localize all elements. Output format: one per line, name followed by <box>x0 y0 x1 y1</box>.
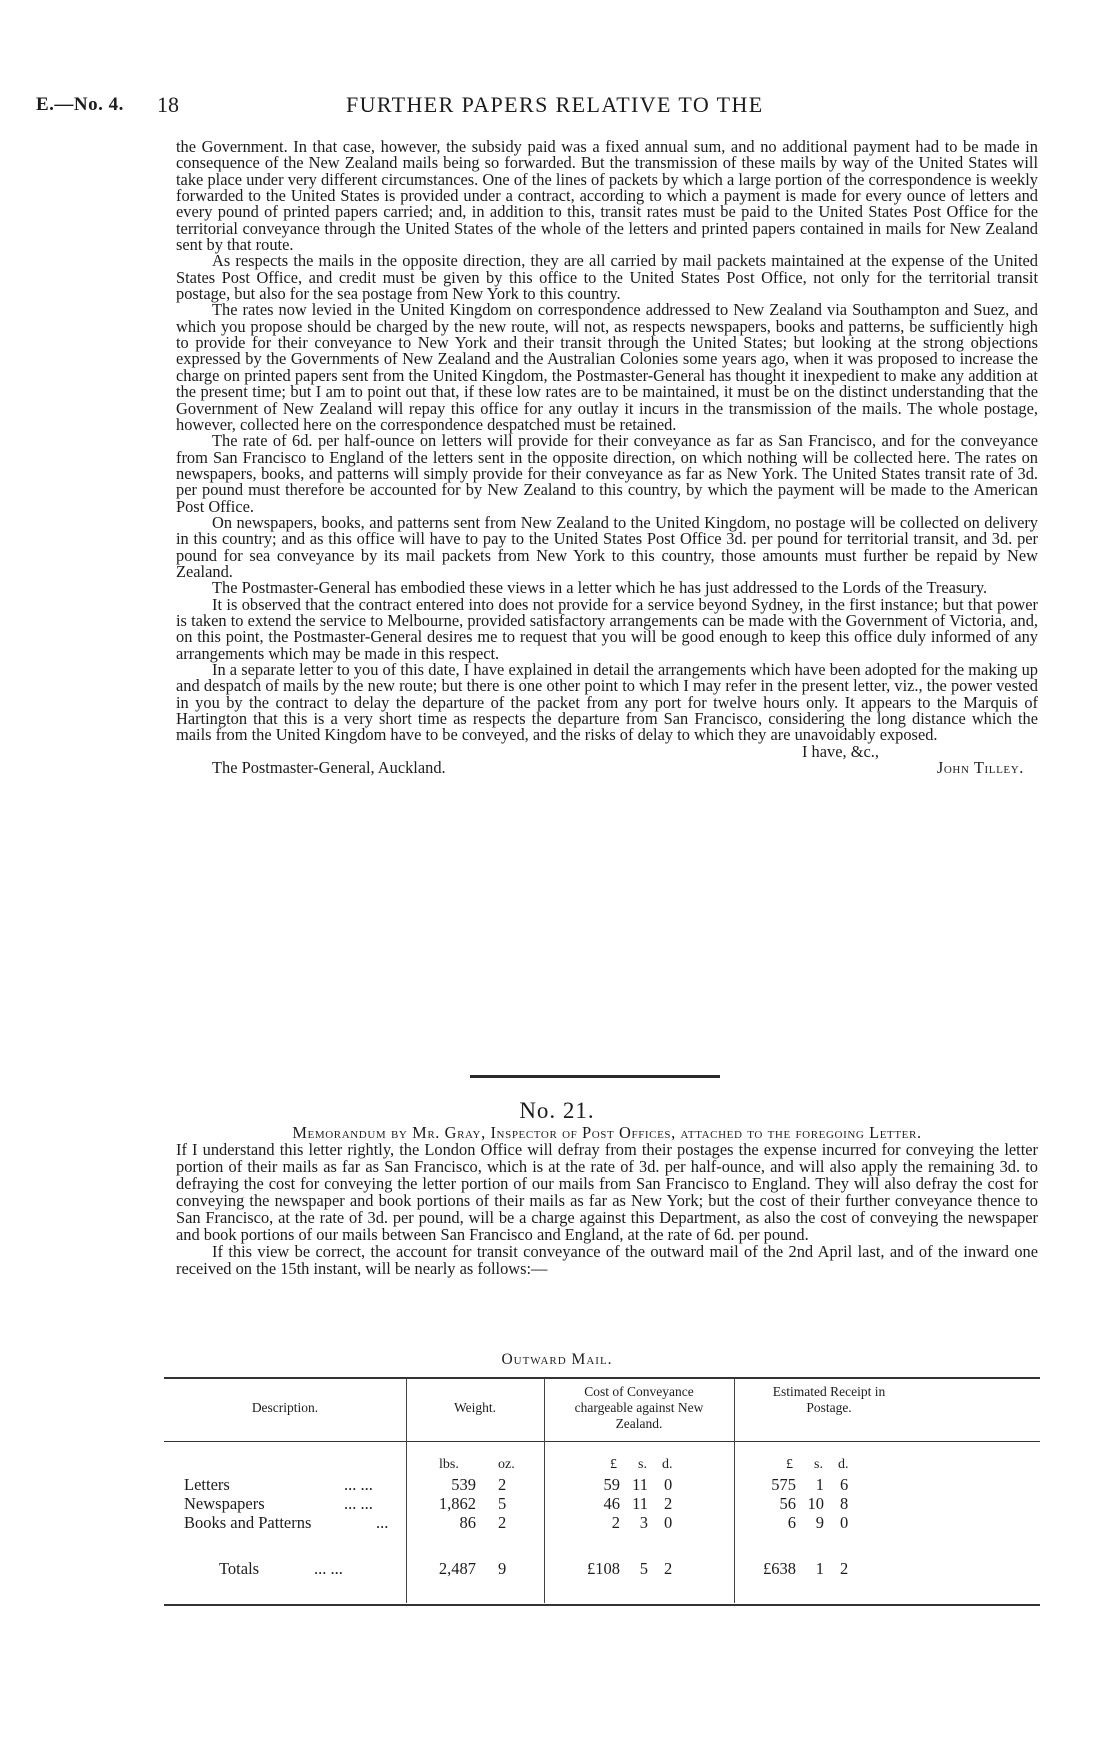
addressee: The Postmaster-General, Auckland. <box>212 758 446 778</box>
total-cost-pounds: £108 <box>587 1559 620 1578</box>
total-cost-shillings: 5 <box>639 1559 648 1578</box>
row-label: Books and Patterns <box>184 1513 312 1532</box>
letter-paragraph-7: It is observed that the contract entered into does not provide for a service beyond Sydney, in the first instance; but that power is taken to extend the service to Melbourne, provided satisfactory arrangements can be made with the Government of Victoria, and, on this point, the Postmaster-General desires me to request that you will be good enough to keep this office duly informed of any arrangements which may be made in this respect. <box>176 594 1038 663</box>
weight-oz: 2 <box>498 1475 507 1494</box>
cost-pence: 0 <box>664 1513 673 1532</box>
row-leader: ... ... <box>314 1559 343 1578</box>
unit-lbs: lbs. <box>439 1457 459 1472</box>
running-title: FURTHER PAPERS RELATIVE TO THE <box>346 92 764 117</box>
unit-pound: £ <box>610 1457 617 1472</box>
document-number: No. 21. <box>519 1098 595 1123</box>
table-title: Outward Mail. <box>501 1351 613 1368</box>
cost-pounds: 2 <box>611 1513 620 1532</box>
letter-paragraph-2: As respects the mails in the opposite direction, they are all carried by mail packets maintained at the expense of the United States Post Office, and credit must be given by this office to the United States Post Office, not only for the territorial transit postage, but also for the sea postage from New York to this country. <box>176 251 1038 304</box>
header-weight: Weight. <box>453 1400 497 1415</box>
totals-label: Totals <box>219 1559 260 1578</box>
header-receipt: Estimated Receipt in Postage. <box>772 1384 886 1415</box>
page-header <box>0 94 1114 124</box>
letter-body <box>176 139 1038 776</box>
memorandum-paragraph-1: If I understand this letter rightly, the London Office will defray from their postages the expense incurred for conveying the letter portion of their mails as far as San Francisco, which is at the rate of 3d. per half-ounce, and will also apply the remaining 3d. to defraying the cost for conveying the letter portion of our mails from San Francisco to England. They will also defray the cost for conveying the newspaper and book portions of their mails as far as New York; but the cost of their further conveyance thence to San Francisco, at the rate of 3d. per pound, will be a charge against this Department, as also the cost of conveying the newspaper and book portions of our mails between San Francisco and England, at the rate of 6d. per pound. <box>176 1140 1038 1244</box>
column-divider <box>544 1379 545 1603</box>
letter-paragraph-8: In a separate letter to you of this date, I have explained in detail the arrangements which have been adopted for the making up and despatch of mails by the new route; but there is one other point to which I may refer in the present letter, viz., the power vested in you by the contract to delay the departure of the packet from any port for twelve hours only. It appears to the Marquis of Hartington that this is a very short time as respects the departure from San Francisco, considering the long distance which the mails from the United Kingdom have to be conveyed, and the risks of delay to which they are unavoidably exposed. <box>176 660 1038 745</box>
cost-shillings: 11 <box>632 1475 648 1494</box>
weight-lbs: 539 <box>451 1475 476 1494</box>
cost-shillings: 3 <box>639 1513 648 1532</box>
total-receipt-pence: 2 <box>840 1559 849 1578</box>
header-cost: Cost of Conveyance chargeable against New Zealand. <box>574 1384 704 1431</box>
closing-phrase: I have, &c., <box>802 741 879 761</box>
receipt-pence: 6 <box>840 1475 849 1494</box>
cost-pounds: 46 <box>603 1494 620 1513</box>
section-divider <box>470 1075 720 1078</box>
receipt-pounds: 575 <box>771 1475 796 1494</box>
receipt-pence: 8 <box>840 1494 849 1513</box>
outward-mail-table <box>164 1377 1040 1607</box>
receipt-shillings: 10 <box>807 1494 824 1513</box>
row-label: Newspapers <box>184 1494 265 1513</box>
header-description: Description. <box>251 1400 319 1415</box>
weight-oz: 5 <box>498 1494 507 1513</box>
cost-pence: 0 <box>664 1475 673 1494</box>
cost-pounds: 59 <box>603 1475 620 1494</box>
receipt-pounds: 6 <box>787 1513 796 1532</box>
letter-paragraph-1: the Government. In that case, however, the subsidy paid was a fixed annual sum, and no additional payment had to be made in consequence of the New Zealand mails being so forwarded. But the transmission of these mails by way of the United States will take place under very different circumstances. One of the lines of packets by which a large portion of the correspondence is weekly forwarded to the United States is provided under a contract, according to which a payment is made for every ounce of letters and every pound of printed papers carried; and, in addition to this, transit rates must be paid to the United States Post Office for the territorial conveyance through the United States of the whole of the letters and printed papers contained in mails for New Zealand sent by that route. <box>176 137 1038 255</box>
memorandum <box>176 1124 1038 1277</box>
receipt-pounds: 56 <box>779 1494 796 1513</box>
unit-shillings: s. <box>814 1457 823 1472</box>
row-label: Letters <box>184 1475 230 1494</box>
weight-oz: 2 <box>498 1513 507 1532</box>
letter-paragraph-6: The Postmaster-General has embodied these views in a letter which he has just addressed to the Lords of the Treasury. <box>212 578 988 598</box>
total-receipt-pounds: £638 <box>763 1559 796 1578</box>
cost-pence: 2 <box>664 1494 673 1513</box>
page-number: 18 <box>157 92 179 117</box>
unit-oz: oz. <box>498 1457 515 1472</box>
document-reference: E.—No. 4. <box>36 94 124 115</box>
total-cost-pence: 2 <box>664 1559 673 1578</box>
total-weight-lbs: 2,487 <box>438 1559 476 1578</box>
table-top-rule <box>164 1377 1040 1379</box>
total-receipt-shillings: 1 <box>815 1559 824 1578</box>
row-leader: ... <box>376 1513 389 1532</box>
unit-pence: d. <box>838 1457 849 1472</box>
table-bottom-rule <box>164 1604 1040 1606</box>
memorandum-heading: Memorandum by Mr. Gray, Inspector of Post Offices, attached to the foregoing Letter. <box>292 1123 922 1142</box>
memorandum-paragraph-2: If this view be correct, the account for transit conveyance of the outward mail of the 2nd April last, and of the inward one received on the 15th instant, will be nearly as follows:— <box>176 1242 1038 1278</box>
column-divider <box>734 1379 735 1603</box>
signatory: John Tilley. <box>936 758 1024 778</box>
signature-block <box>176 760 1038 776</box>
table-header-rule <box>164 1441 1040 1442</box>
unit-pound: £ <box>786 1457 793 1472</box>
letter-paragraph-3: The rates now levied in the United Kingdom on correspondence addressed to New Zealand via Southampton and Suez, and which you propose should be charged by the new route, will not, as respects newspapers, books and patterns, be sufficiently high to provide for their conveyance to New York and their transit through the United States; but looking at the strong objections expressed by the Governments of New Zealand and the Australian Colonies some years ago, when it was proposed to increase the charge on printed papers sent from the United Kingdom, the Postmaster-General has thought it inexpedient to make any addition at the present time; but I am to point out that, if these low rates are to be maintained, it must be on the distinct understanding that the Government of New Zealand will repay this office for any outlay it incurs in the transmission of the mails. The whole postage, however, collected here on the correspondence despatched must be retained. <box>176 300 1038 434</box>
receipt-shillings: 9 <box>815 1513 824 1532</box>
weight-lbs: 86 <box>459 1513 476 1532</box>
receipt-pence: 0 <box>840 1513 849 1532</box>
letter-paragraph-5: On newspapers, books, and patterns sent from New Zealand to the United Kingdom, no postage will be collected on delivery in this country; and as this office will have to pay to the United States Post Office 3d. per pound for territorial transit, and 3d. per pound for sea conveyance by its mail packets from New York to this country, those amounts must further be repaid by New Zealand. <box>176 512 1038 581</box>
unit-pence: d. <box>662 1457 673 1472</box>
total-weight-oz: 9 <box>498 1559 507 1578</box>
row-leader: ... ... <box>344 1475 373 1494</box>
weight-lbs: 1,862 <box>438 1494 476 1513</box>
letter-paragraph-4: The rate of 6d. per half-ounce on letters will provide for their conveyance as far as San Francisco, and for the conveyance from San Francisco to England of the letters sent in the opposite direction, on which nothing will be collected here. The rates on newspapers, books, and patterns will simply provide for their conveyance as far as New York. The United States transit rate of 3d. per pound must therefore be accounted for by New Zealand to this country, by which the payment will be made to the American Post Office. <box>176 431 1038 516</box>
cost-shillings: 11 <box>632 1494 648 1513</box>
row-leader: ... ... <box>344 1494 373 1513</box>
receipt-shillings: 1 <box>815 1475 824 1494</box>
unit-shillings: s. <box>638 1457 647 1472</box>
